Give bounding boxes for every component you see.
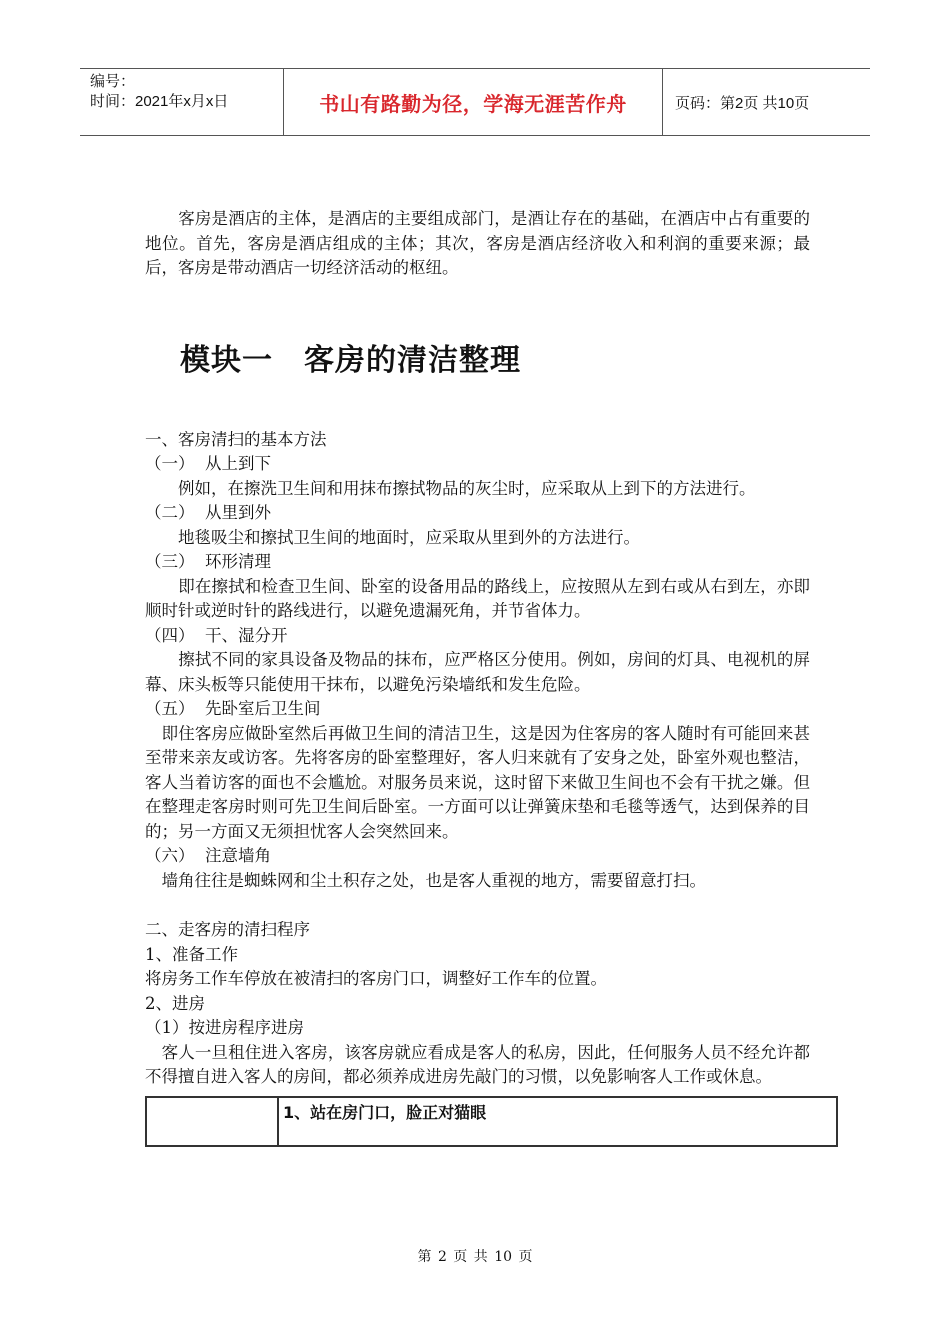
number-label: 编号： xyxy=(90,73,136,90)
method-4-body: 擦拭不同的家具设备及物品的抹布，应严格区分使用。例如，房间的灯具、电视机的屏幕、床头板等只能使用干抹布，以避免污染墙纸和发生危险。 xyxy=(145,650,810,694)
method-2-body: 地毯吸尘和擦拭卫生间的地面时，应采取从里到外的方法进行。 xyxy=(145,527,640,547)
section2-heading: 二、走客房的清扫程序 xyxy=(145,920,310,939)
step2-subtitle: （1）按进房程序进房 xyxy=(145,1018,304,1037)
page-header xyxy=(80,68,870,136)
method-6-body: 墙角往往是蜘蛛网和尘土积存之处，也是客人重视的地方，需要留意打扫。 xyxy=(145,870,706,890)
intro-paragraph: 客房是酒店的主体，是酒店的主要组成部门，是酒让存在的基础，在酒店中占有重要的地位。首先，客房是酒店组成的主体；其次，客房是酒店经济收入和利润的重要来源；最后，客房是带动酒店一切经济活动的枢纽。 xyxy=(145,209,810,277)
table-cell-right: 1、站在房门口，脸正对猫眼 xyxy=(278,1097,837,1146)
step2-title: 2、进房 xyxy=(145,993,205,1013)
header-page-info xyxy=(663,69,870,135)
table-row xyxy=(146,1097,837,1146)
table-cell-left xyxy=(146,1097,278,1146)
page-footer: 第 2 页 共 10 页 xyxy=(417,1249,533,1265)
header-motto-cell xyxy=(283,69,663,135)
method-3-body: 即在擦拭和检查卫生间、卧室的设备用品的路线上，应按照从左到右或从右到左，亦即顺时针或逆时针的路线进行，以避免遗漏死角，并节省体力。 xyxy=(145,576,810,620)
method-4-title: （四） 干、湿分开 xyxy=(145,625,288,645)
module-title: 模块一 客房的清洁整理 xyxy=(180,342,521,378)
step1-title: 1、准备工作 xyxy=(145,944,238,964)
procedure-table xyxy=(145,1096,838,1147)
date-label: 时间：2021年x月x日 xyxy=(90,93,229,110)
method-3-title: （三） 环形清理 xyxy=(145,552,271,571)
step1-body: 将房务工作车停放在被清扫的客房门口，调整好工作车的位置。 xyxy=(145,969,607,988)
method-2-title: （二） 从里到外 xyxy=(145,503,271,522)
page-info: 页码：第2页 共10页 xyxy=(675,94,810,112)
method-1-body: 例如，在擦洗卫生间和用抹布擦拭物品的灰尘时，应采取从上到下的方法进行。 xyxy=(145,478,756,498)
motto: 书山有路勤为径，学海无涯苦作舟 xyxy=(319,91,627,116)
document-body xyxy=(145,207,810,1147)
step2-body: 客人一旦租住进入客房，该客房就应看成是客人的私房，因此，任何服务人员不经允许都不得擅自进入客人的房间，都必须养成进房先敲门的习惯，以免影响客人工作或休息。 xyxy=(145,1042,810,1086)
method-1-title: （一） 从上到下 xyxy=(145,454,271,473)
method-5-body: 即住客房应做卧室然后再做卫生间的清洁卫生，这是因为住客房的客人随时有可能回来甚至带来亲友或访客。先将客房的卧室整理好，客人归来就有了安身之处，卧室外观也整洁，客人当着访客的面也不会尴尬。对服务员来说，这时留下来做卫生间也不会有干扰之嫌。但在整理走客房时则可先卫生间后卧室。一方面可以让弹簧床垫和毛毯等透气，达到保养的目的；另一方面又无须担忧客人会突然回来。 xyxy=(145,723,810,841)
method-5-title: （五） 先卧室后卫生间 xyxy=(145,699,321,718)
method-6-title: （六） 注意墙角 xyxy=(145,846,271,865)
header-meta xyxy=(80,69,283,135)
section1-heading: 一、客房清扫的基本方法 xyxy=(145,429,327,449)
